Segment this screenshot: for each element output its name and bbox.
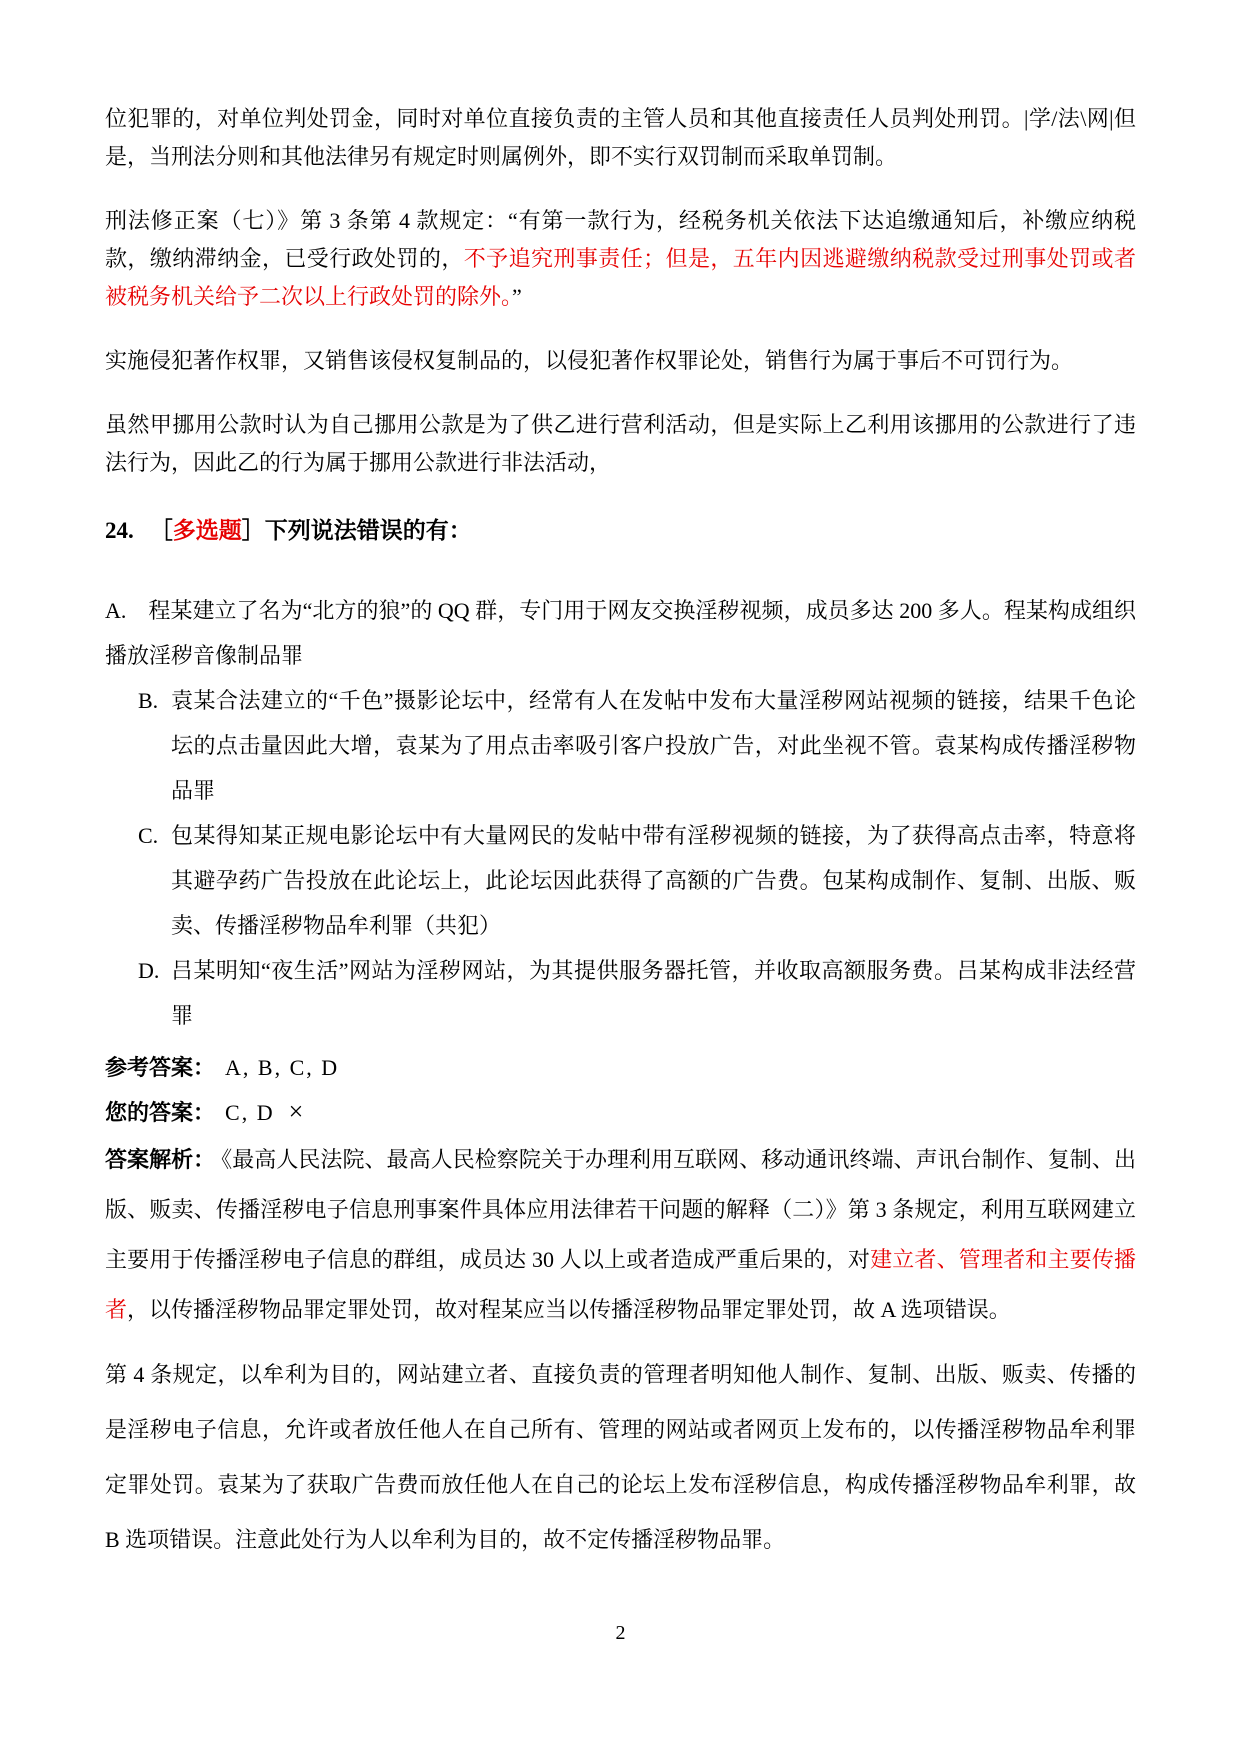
option-a-text: 程某建立了名为“北方的狼”的 QQ 群，专门用于网友交换淫秽视频，成员多达 200 多人。程某构成组织播放淫秽音像制品罪 (105, 598, 1136, 668)
answer-analysis (105, 1135, 1136, 1335)
your-answer-line (105, 1090, 1136, 1135)
question-tag-bracket-open: ［ (149, 518, 173, 543)
option-b-text: 袁某合法建立的“千色”摄影论坛中，经常有人在发帖中发布大量淫秽网站视频的链接，结果千色论坛的点击量因此大增，袁某为了用点击率吸引客户投放广告，对此坐视不管。袁某构成传播淫秽物品罪 (171, 688, 1136, 803)
option-d-label: D. (138, 958, 160, 983)
reference-answer-line (105, 1046, 1136, 1090)
intro-paragraph-1 (105, 100, 1136, 176)
option-c-text: 包某得知某正规电影论坛中有大量网民的发帖中带有淫秽视频的链接，为了获得高点击率，特意将其避孕药广告投放在此论坛上，此论坛因此获得了高额的广告费。包某构成制作、复制、出版、贩卖、传播淫秽物品牟利罪（共犯） (171, 823, 1136, 938)
answer-section (105, 1046, 1136, 1335)
option-d-text: 吕某明知“夜生活”网站为淫秽网站，为其提供服务器托管，并收取高额服务费。吕某构成非法经营罪 (171, 958, 1136, 1028)
intro-paragraph-3 (105, 342, 1136, 380)
page-number: 2 (615, 1622, 626, 1644)
question-tag-bracket-close: ］ (241, 518, 265, 543)
your-answer-label: 您的答案： (105, 1100, 216, 1125)
your-answer-value: C, D (225, 1100, 275, 1125)
option-c-label: C. (138, 823, 159, 848)
option-a-label: A. (105, 598, 127, 623)
analysis-label: 答案解析： (105, 1147, 216, 1172)
analysis-text (105, 1147, 1136, 1322)
text-segment: 第 4 条规定，以牟利为目的，网站建立者、直接负责的管理者明知他人制作、复制、出版、贩卖、传播的是淫秽电子信息，允许或者放任他人在自己所有、管理的网站或者网页上发布的，以传播淫秽物品牟利罪定罪处罚。袁某为了获取广告费而放任他人在自己的论坛上发布淫秽信息，构成传播淫秽物品牟利罪，故 B 选项错误。注意此处行为人以牟利为目的，故不定传播淫秽物品罪。 (105, 1362, 1136, 1552)
text-segment: 《最高人民法院、最高人民检察院关于办理利用互联网、移动通讯终端、声讯台制作、复制、出版、贩卖、传播淫秽电子信息刑事案件具体应用法律若干问题的解释（二）》第 3 条规定，利用互联网建立主要用于传播淫秽电子信息的群组，成员达 30 人以上或者造成严重后果的，对 (105, 1147, 1136, 1272)
option-b (105, 678, 1136, 813)
intro-paragraph-2 (105, 202, 1136, 316)
text-segment: 虽然甲挪用公款时认为自己挪用公款是为了供乙进行营利活动，但是实际上乙利用该挪用的公款进行了违法行为，因此乙的行为属于挪用公款进行非法活动， (105, 412, 1136, 475)
text-segment: 不予追究刑事责任；但是，五年内因逃避缴纳税款受过刑事处罚或者被税务机关给予二次以上行政处罚的除外。 (105, 246, 1136, 309)
text-segment: ” (512, 284, 522, 309)
text-segment: 位犯罪的，对单位判处罚金，同时对单位直接负责的主管人员和其他直接责任人员判处刑罚。|学/法\网|但是，当刑法分则和其他法律另有规定时则属例外，即不实行双罚制而采取单罚制。 (105, 106, 1136, 169)
text-segment: ，以传播淫秽物品罪定罪处罚，故对程某应当以传播淫秽物品罪定罪处罚，故 A 选项错误。 (127, 1297, 1011, 1322)
question-title (105, 516, 1136, 546)
text-segment: 实施侵犯著作权罪，又销售该侵权复制品的，以侵犯著作权罪论处，销售行为属于事后不可罚行为。 (105, 348, 1074, 373)
option-d (105, 948, 1136, 1038)
text-segment: 建立者、管理者和主要传播者 (105, 1247, 1136, 1322)
question-type-tag: 多选题 (172, 518, 242, 543)
intro-paragraph-4 (105, 406, 1136, 482)
reference-answer-label: 参考答案： (105, 1055, 216, 1080)
wrong-mark-icon: × (288, 1097, 304, 1126)
text-segment: 刑法修正案（七）》第 3 条第 4 款规定：“有第一款行为，经税务机关依法下达追缴通知后，补缴应纳税款，缴纳滞纳金，已受行政处罚的， (105, 208, 1136, 271)
option-b-label: B. (138, 688, 159, 713)
option-a (105, 588, 1136, 678)
reference-answer-value: A, B, C, D (225, 1055, 340, 1080)
closing-paragraph (105, 1347, 1136, 1567)
option-c (105, 813, 1136, 948)
question-number: 24. (105, 518, 134, 543)
options-list (105, 588, 1136, 1038)
question-text: 下列说法错误的有： (264, 518, 472, 543)
